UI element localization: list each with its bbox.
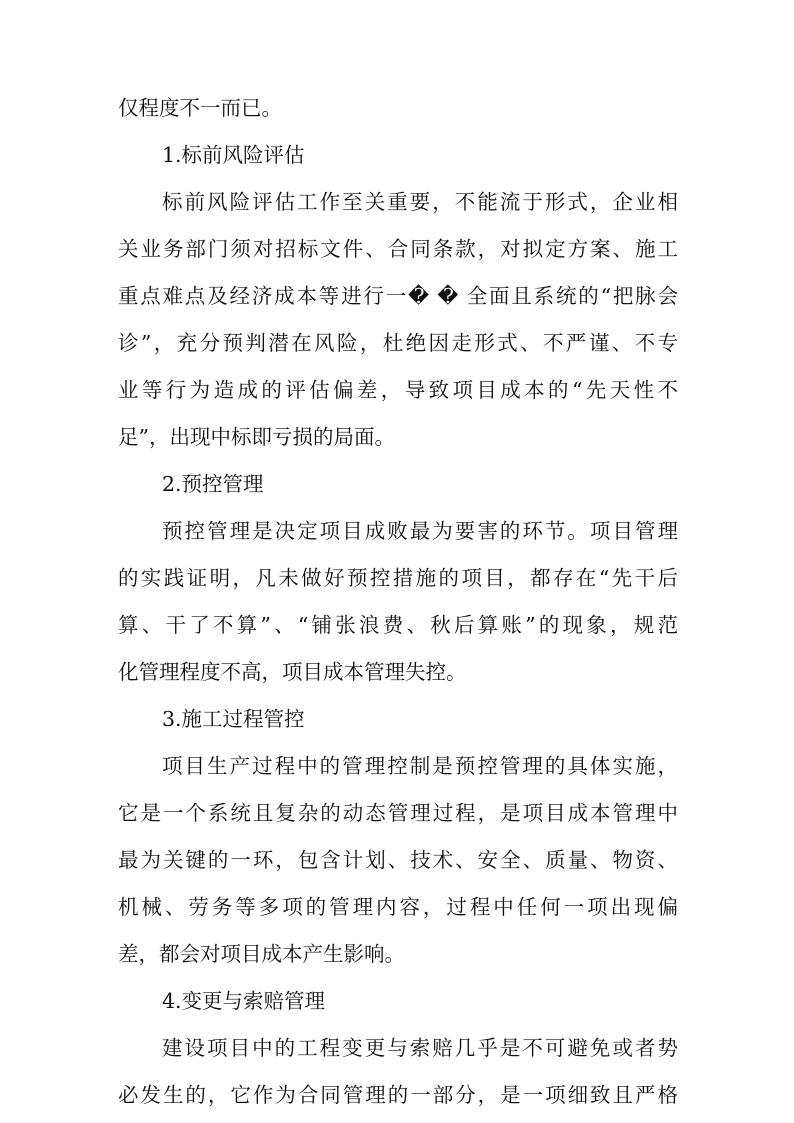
paragraph-line: 标前风险评估工作至关重要，不能流于形式，企业相 — [162, 190, 678, 214]
paragraph-line: 化管理程度不高，项目成本管理失控。 — [118, 660, 467, 684]
section-heading-4: 4.变更与索赔管理 — [162, 989, 326, 1013]
paragraph-line: 仅程度不一而已。 — [118, 96, 282, 120]
section-heading-3: 3.施工过程管控 — [162, 707, 305, 731]
section-heading-2: 2.预控管理 — [162, 472, 264, 496]
paragraph-line: 差，都会对项目成本产生影响。 — [118, 942, 405, 966]
paragraph-line: 必发生的，它作为合同管理的一部分，是一项细致且严格 — [118, 1083, 678, 1107]
paragraph-line: 建设项目中的工程变更与索赔几乎是不可避免或者势 — [162, 1036, 678, 1060]
paragraph-line: 重点难点及经济成本等进行一� � 全面且系统的“把脉会 — [118, 284, 678, 308]
paragraph-line: 算、干了不算”、“铺张浪费、秋后算账”的现象，规范 — [118, 613, 678, 637]
paragraph-line: 最为关键的一环，包含计划、技术、安全、质量、物资、 — [118, 848, 678, 872]
paragraph-line: 诊”，充分预判潜在风险，杜绝因走形式、不严谨、不专 — [118, 331, 678, 355]
paragraph-line: 业等行为造成的评估偏差，导致项目成本的“先天性不 — [118, 378, 678, 402]
paragraph-line: 关业务部门须对招标文件、合同条款，对拟定方案、施工 — [118, 237, 678, 261]
paragraph-line: 预控管理是决定项目成败最为要害的环节。项目管理 — [162, 519, 678, 543]
paragraph-line: 项目生产过程中的管理控制是预控管理的具体实施， — [162, 754, 678, 778]
paragraph-line: 的实践证明，凡未做好预控措施的项目，都存在“先干后 — [118, 566, 678, 590]
paragraph-line: 它是一个系统且复杂的动态管理过程，是项目成本管理中 — [118, 801, 678, 825]
paragraph-line: 机械、劳务等多项的管理内容，过程中任何一项出现偏 — [118, 895, 678, 919]
section-heading-1: 1.标前风险评估 — [162, 143, 305, 167]
paragraph-line: 足”，出现中标即亏损的局面。 — [118, 425, 395, 449]
